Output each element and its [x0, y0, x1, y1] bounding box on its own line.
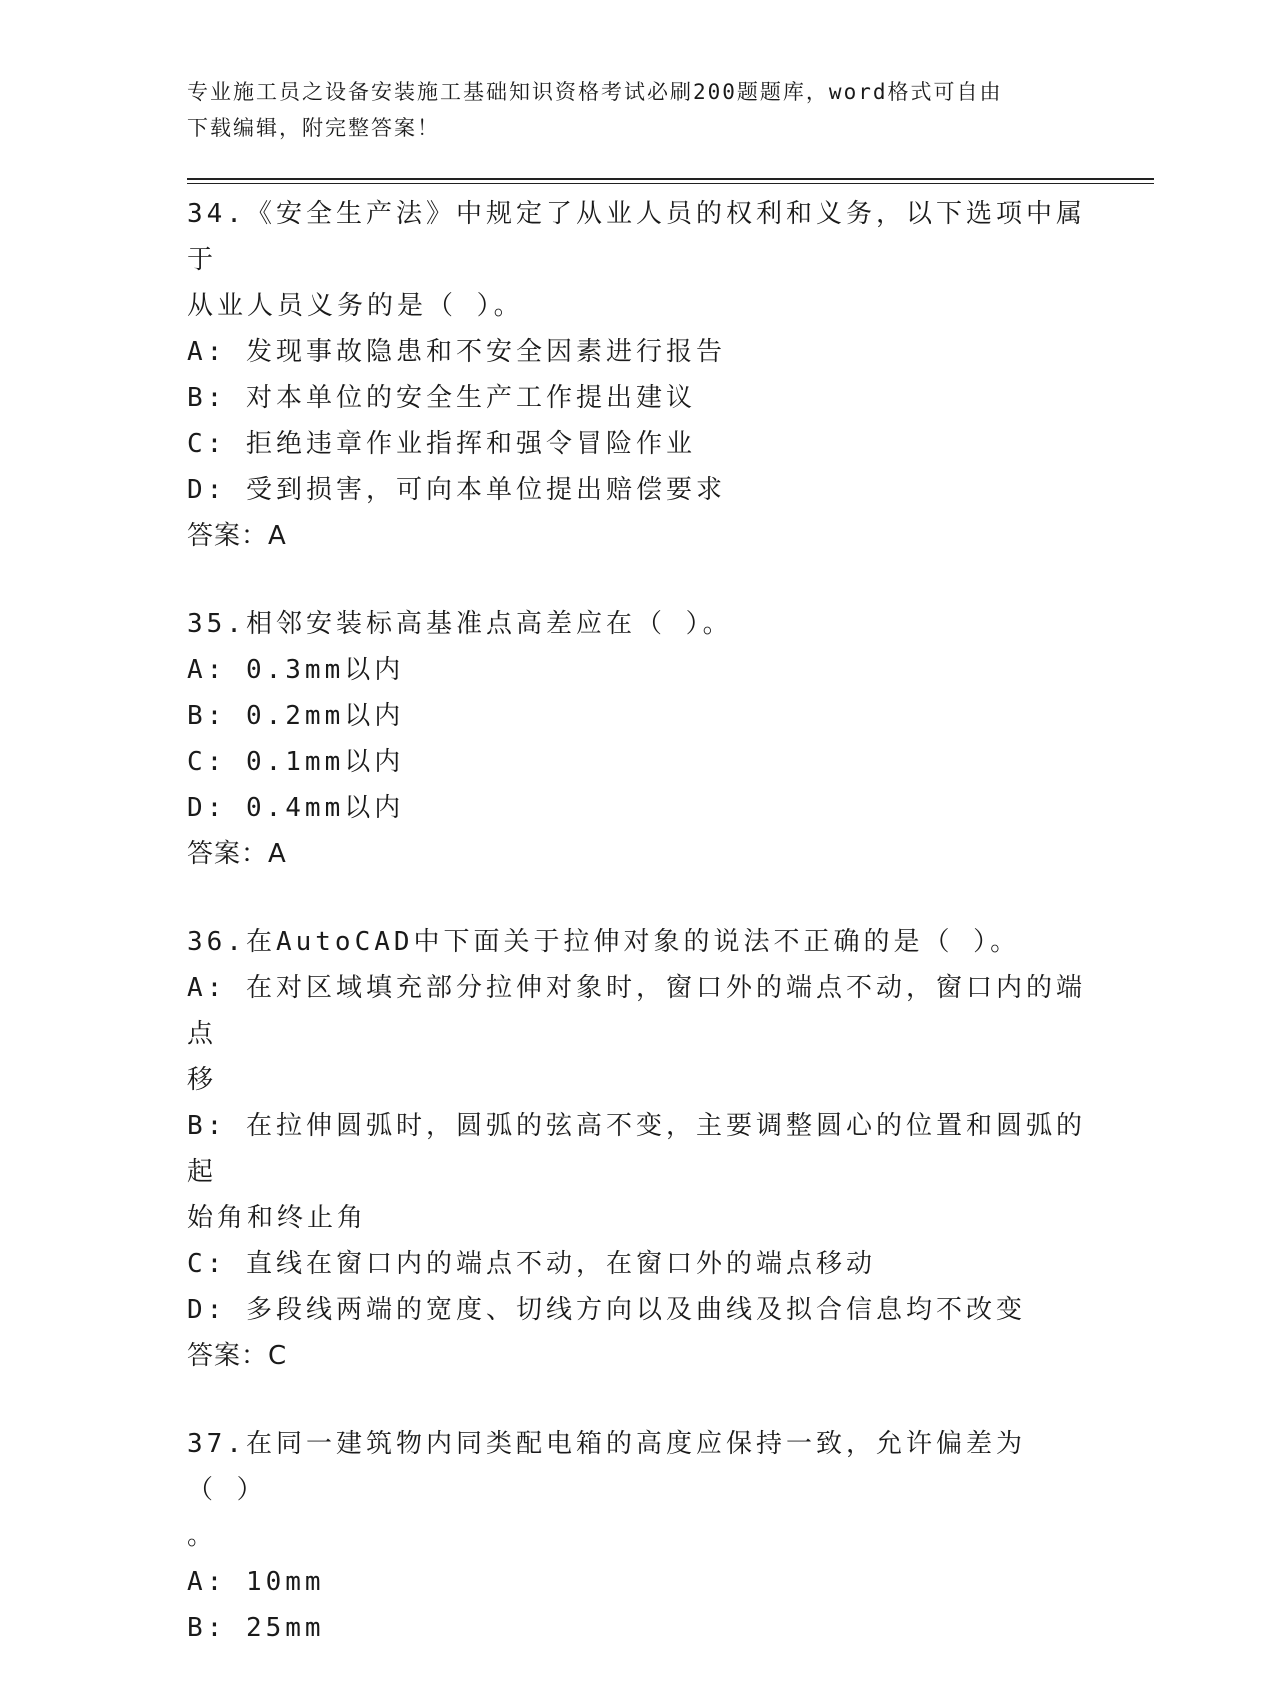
- option-c: C: 直线在窗口内的端点不动，在窗口外的端点移动: [187, 1249, 876, 1279]
- option-b-continued: 始角和终止角: [187, 1203, 368, 1233]
- option-b: B: 对本单位的安全生产工作提出建议: [187, 383, 696, 413]
- question-34: [187, 191, 1087, 559]
- question-37: [187, 1421, 1087, 1651]
- answer-line: 答案：C: [187, 1341, 288, 1371]
- header-line-2: 下载编辑，附完整答案！: [187, 116, 440, 140]
- option-a: A: 10mm: [187, 1567, 325, 1597]
- option-d: D: 0.4mm以内: [187, 793, 405, 823]
- question-stem-line: 从业人员义务的是（ ）。: [187, 291, 524, 321]
- document-header: [187, 74, 1087, 146]
- answer-line: 答案：A: [187, 839, 287, 869]
- option-a: A: 0.3mm以内: [187, 655, 405, 685]
- question-stem-line: 36.在AutoCAD中下面关于拉伸对象的说法不正确的是（ ）。: [187, 927, 1021, 957]
- option-b: B: 在拉伸圆弧时，圆弧的弦高不变，主要调整圆心的位置和圆弧的起: [187, 1111, 1086, 1187]
- answer-line: 答案：A: [187, 521, 287, 551]
- question-35: [187, 601, 1087, 877]
- question-stem-line: 35.相邻安装标高基准点高差应在（ ）。: [187, 609, 733, 639]
- option-b: B: 25mm: [187, 1613, 325, 1643]
- option-d: D: 受到损害，可向本单位提出赔偿要求: [187, 475, 726, 505]
- option-a: A: 发现事故隐患和不安全因素进行报告: [187, 337, 726, 367]
- question-stem-line: 37.在同一建筑物内同类配电箱的高度应保持一致，允许偏差为（ ）: [187, 1429, 1026, 1505]
- option-d: D: 多段线两端的宽度、切线方向以及曲线及拟合信息均不改变: [187, 1295, 1026, 1325]
- header-divider: [187, 178, 1154, 184]
- question-stem-line: 34.《安全生产法》中规定了从业人员的权利和义务，以下选项中属于: [187, 199, 1086, 275]
- option-a-continued: 移: [187, 1065, 218, 1095]
- option-c: C: 0.1mm以内: [187, 747, 405, 777]
- header-line-1: 专业施工员之设备安装施工基础知识资格考试必刷200题题库，word格式可自由: [187, 80, 1003, 104]
- option-b: B: 0.2mm以内: [187, 701, 405, 731]
- question-list: [187, 191, 1087, 1693]
- question-stem-line: 。: [187, 1521, 218, 1551]
- option-a: A: 在对区域填充部分拉伸对象时，窗口外的端点不动，窗口内的端点: [187, 973, 1086, 1049]
- option-c: C: 拒绝违章作业指挥和强令冒险作业: [187, 429, 696, 459]
- question-36: [187, 919, 1087, 1379]
